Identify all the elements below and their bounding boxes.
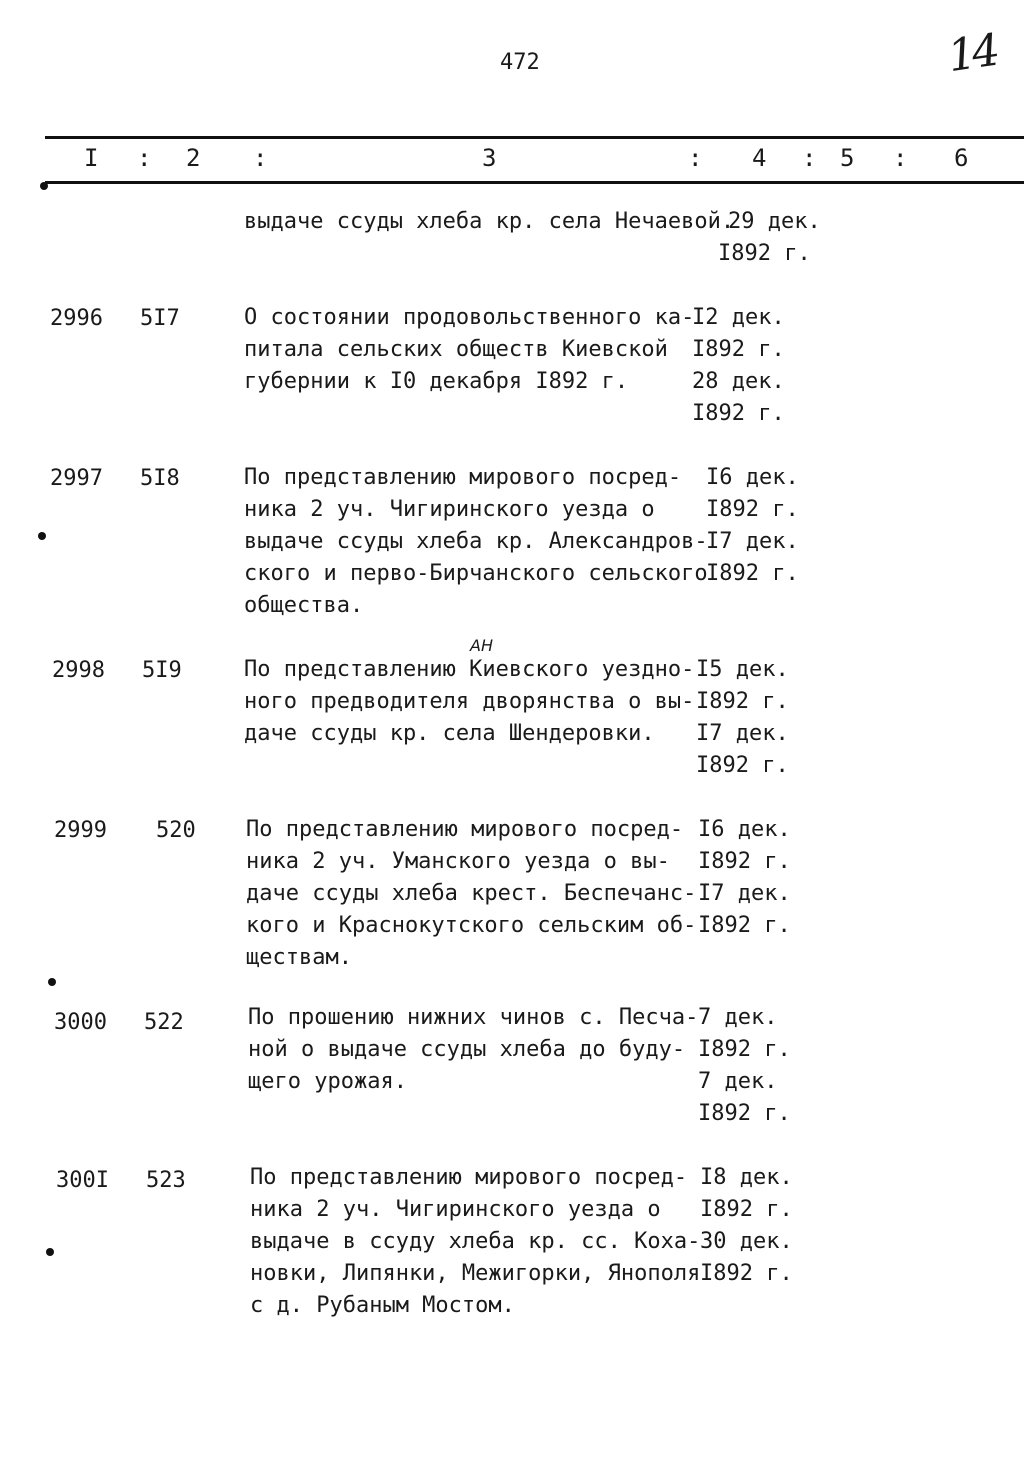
- description-line: По представлению мирового посред-: [244, 465, 682, 490]
- continuation-description: [244, 206, 734, 238]
- date-line: I6 дек.: [698, 817, 791, 842]
- entry-dates: [696, 654, 789, 782]
- date-line: 28 дек.: [692, 369, 785, 394]
- description-line: выдаче ссуды хлеба кр. села Нечаевой.: [244, 209, 735, 234]
- date-line: I892 г.: [698, 1101, 791, 1126]
- entry-dates: [706, 462, 799, 590]
- entry-description: [244, 654, 694, 750]
- description-line: щего урожая.: [248, 1069, 407, 1094]
- date-line: I892 г.: [700, 1261, 793, 1286]
- entry-number: 2996: [50, 306, 103, 331]
- header-top-rule: [45, 136, 1024, 139]
- file-number: 522: [144, 1010, 184, 1035]
- column-header-5: 5: [840, 144, 855, 172]
- entry-description: [250, 1162, 700, 1322]
- punch-hole: [46, 1248, 54, 1256]
- date-line: I892 г.: [698, 849, 791, 874]
- date-line: 30 дек.: [700, 1229, 793, 1254]
- description-line: выдаче в ссуду хлеба кр. сс. Коха-: [250, 1229, 701, 1254]
- column-header-6: 6: [954, 144, 969, 172]
- date-line: I8 дек.: [700, 1165, 793, 1190]
- entry-number: 2998: [52, 658, 105, 683]
- entry-description: [244, 462, 708, 622]
- date-line: I892 г.: [696, 753, 789, 778]
- column-separator: :: [253, 144, 268, 172]
- column-header-4: 4: [752, 144, 767, 172]
- date-line: 7 дек.: [698, 1005, 778, 1030]
- entry-number: 300I: [56, 1168, 109, 1193]
- date-line: I2 дек.: [692, 305, 785, 330]
- column-header-3: 3: [482, 144, 497, 172]
- date-line: I892 г.: [698, 913, 791, 938]
- punch-hole: [48, 978, 56, 986]
- description-line: По представлению Киевского уездно-: [244, 657, 695, 682]
- handwritten-sheet-number: 14: [944, 24, 1000, 83]
- description-line: выдаче ссуды хлеба кр. Александров-: [244, 529, 708, 554]
- column-separator: :: [137, 144, 152, 172]
- column-separator: :: [893, 144, 908, 172]
- file-number: 5I8: [140, 466, 180, 491]
- description-line: питала сельских обществ Киевской: [244, 337, 668, 362]
- description-line: даче ссуды хлеба крест. Беспечанс-: [246, 881, 697, 906]
- entry-dates: [698, 1002, 791, 1130]
- description-line: По представлению мирового посред-: [246, 817, 684, 842]
- description-line: По прошению нижних чинов с. Песча-: [248, 1005, 699, 1030]
- column-separator: :: [802, 144, 817, 172]
- entry-dates: [692, 302, 785, 430]
- description-line: О состоянии продовольственного ка-: [244, 305, 695, 330]
- column-header-1: I: [84, 144, 99, 172]
- date-line: I892 г.: [692, 401, 785, 426]
- date-line: I6 дек.: [706, 465, 799, 490]
- description-line: По представлению мирового посред-: [250, 1165, 688, 1190]
- entry-number: 2999: [54, 818, 107, 843]
- date-line: 29 дек.: [728, 209, 821, 234]
- column-header-2: 2: [186, 144, 201, 172]
- entry-description: [248, 1002, 698, 1098]
- entry-description: [244, 302, 694, 398]
- date-line: I892 г.: [692, 337, 785, 362]
- file-number: 5I9: [142, 658, 182, 683]
- handwritten-correction: АН: [470, 636, 493, 655]
- entry-dates: [698, 814, 791, 942]
- description-line: ника 2 уч. Уманского уезда о вы-: [246, 849, 670, 874]
- description-line: ного предводителя дворянства о вы-: [244, 689, 695, 714]
- description-line: ществам.: [246, 945, 352, 970]
- punch-hole: [38, 532, 46, 540]
- date-line: I892 г.: [706, 561, 799, 586]
- date-line: I7 дек.: [706, 529, 799, 554]
- date-line: I892 г.: [696, 689, 789, 714]
- file-number: 520: [156, 818, 196, 843]
- description-line: новки, Липянки, Межигорки, Янополя: [250, 1261, 701, 1286]
- description-line: с д. Рубаным Мостом.: [250, 1293, 515, 1318]
- column-separator: :: [688, 144, 703, 172]
- date-line: I7 дек.: [698, 881, 791, 906]
- date-line: I892 г.: [718, 241, 811, 266]
- date-line: 7 дек.: [698, 1069, 778, 1094]
- date-line: I892 г.: [700, 1197, 793, 1222]
- file-number: 523: [146, 1168, 186, 1193]
- description-line: губернии к I0 декабря I892 г.: [244, 369, 629, 394]
- description-line: ника 2 уч. Чигиринского уезда о: [250, 1197, 661, 1222]
- description-line: даче ссуды кр. села Шендеровки.: [244, 721, 655, 746]
- entry-number: 2997: [50, 466, 103, 491]
- entry-dates: [700, 1162, 793, 1290]
- date-line: I5 дек.: [696, 657, 789, 682]
- continuation-dates: [718, 206, 821, 270]
- description-line: кого и Краснокутского сельским об-: [246, 913, 697, 938]
- date-line: I892 г.: [698, 1037, 791, 1062]
- entry-number: 3000: [54, 1010, 107, 1035]
- description-line: ной о выдаче ссуды хлеба до буду-: [248, 1037, 686, 1062]
- header-bottom-rule: [45, 181, 1024, 184]
- description-line: ского и перво-Бирчанского сельского: [244, 561, 708, 586]
- description-line: общества.: [244, 593, 364, 618]
- page-number: 472: [500, 50, 540, 75]
- description-line: ника 2 уч. Чигиринского уезда о: [244, 497, 655, 522]
- punch-hole: [40, 182, 48, 190]
- date-line: I7 дек.: [696, 721, 789, 746]
- file-number: 5I7: [140, 306, 180, 331]
- date-line: I892 г.: [706, 497, 799, 522]
- entry-description: [246, 814, 696, 974]
